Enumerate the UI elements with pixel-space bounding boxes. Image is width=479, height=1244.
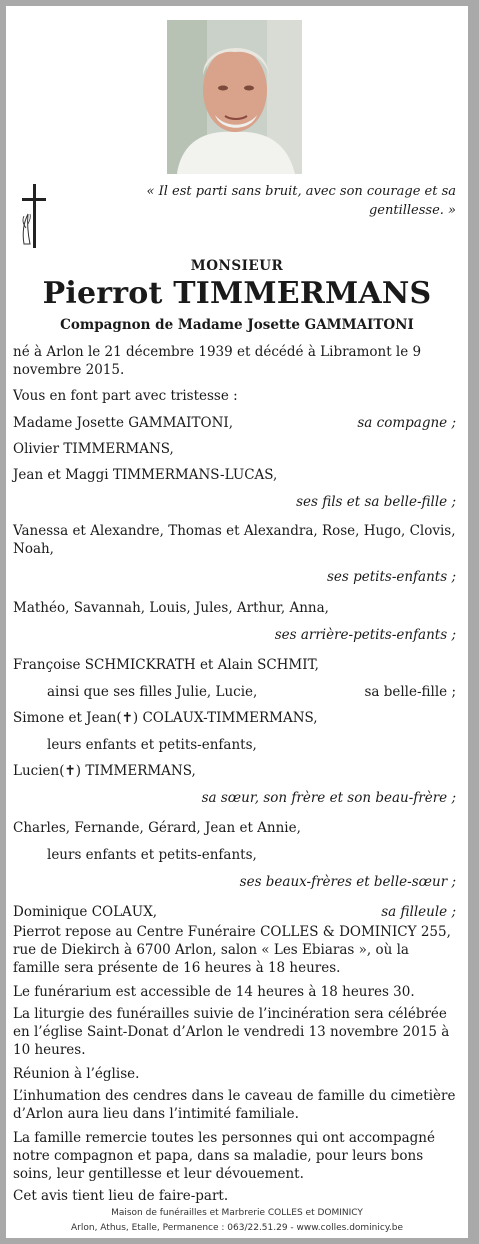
family-sub: leurs enfants et petits-enfants, — [47, 847, 257, 863]
family-role: sa compagne ; — [357, 415, 456, 431]
family-name: Charles, Fernande, Gérard, Jean et Annie, — [13, 820, 301, 836]
family-names: Mathéo, Savannah, Louis, Jules, Arthur, Anna, — [13, 600, 329, 616]
family-name: Françoise SCHMICKRATH et Alain SCHMIT, — [13, 657, 319, 673]
family-sub: leurs enfants et petits-enfants, — [47, 737, 257, 753]
family-sub: ainsi que ses filles Julie, Lucie, — [47, 684, 258, 700]
paragraph-liturgy: La liturgie des funérailles suivie de l’incinération sera célébrée en l’église Saint-Donat d’Arlon le vendredi 13 novembre 2015 à 10 heures. — [13, 1006, 450, 1058]
family-role: ses petits-enfants ; — [326, 569, 456, 585]
paragraph-notice: Cet avis tient lieu de faire-part. — [13, 1188, 229, 1204]
family-name: Madame Josette GAMMAITONI, — [13, 415, 234, 431]
family-name: Simone et Jean(✝) COLAUX-TIMMERMANS, — [13, 710, 318, 726]
family-role: ses fils et sa belle-fille ; — [296, 494, 456, 510]
paragraph-burial: L’inhumation des cendres dans le caveau de famille du cimetière d’Arlon aura lieu dans l’intimité familiale. — [13, 1088, 456, 1122]
portrait-photo — [167, 20, 302, 174]
family-role: ses beaux-frères et belle-sœur ; — [239, 874, 456, 890]
footer-contact: Arlon, Athus, Etalle, Permanence : 063/22.51.29 - www.colles.dominicy.be — [71, 1223, 403, 1233]
honorific-title: MONSIEUR — [190, 258, 284, 274]
paragraph-viewing: Pierrot repose au Centre Funéraire COLLES & DOMINICY 255, rue de Diekirch à 6700 Arlon, salon « Les Ebiaras », où la famille sera présente de 16 heures à 18 heures. — [13, 924, 451, 976]
family-name: Dominique COLAUX, — [13, 904, 158, 920]
footer-company: Maison de funérailles et Marbrerie COLLES et DOMINICY — [111, 1208, 363, 1218]
paragraph-hours: Le funérarium est accessible de 14 heures à 18 heures 30. — [13, 984, 415, 1000]
paragraph-thanks: La famille remercie toutes les personnes qui ont accompagné notre compagnon et papa, dans sa maladie, pour leurs bons soins, leur gentillesse et leur dévouement. — [13, 1130, 435, 1182]
family-role: sa sœur, son frère et son beau-frère ; — [201, 790, 456, 806]
family-name: Lucien(✝) TIMMERMANS, — [13, 763, 196, 779]
birth-death-line: né à Arlon le 21 décembre 1939 et décédé à Libramont le 9 novembre 2015. — [13, 344, 422, 378]
obituary-card — [6, 6, 468, 1238]
family-role: sa belle-fille ; — [364, 684, 456, 700]
family-name: Jean et Maggi TIMMERMANS-LUCAS, — [13, 467, 278, 483]
family-role: sa filleule ; — [381, 904, 456, 920]
epitaph-quote: « Il est parti sans bruit, avec son courage et sa gentillesse. » — [146, 184, 456, 218]
companion-line: Compagnon de Madame Josette GAMMAITONI — [60, 317, 414, 333]
deceased-name: Pierrot TIMMERMANS — [42, 276, 432, 311]
family-role: ses arrière-petits-enfants ; — [274, 627, 456, 643]
announce-line: Vous en font part avec tristesse : — [13, 388, 238, 404]
family-names: Vanessa et Alexandre, Thomas et Alexandra, Rose, Hugo, Clovis, Noah, — [13, 523, 456, 557]
paragraph-meeting: Réunion à l’église. — [13, 1066, 140, 1082]
family-name: Olivier TIMMERMANS, — [13, 441, 174, 457]
cross-icon — [16, 184, 46, 248]
